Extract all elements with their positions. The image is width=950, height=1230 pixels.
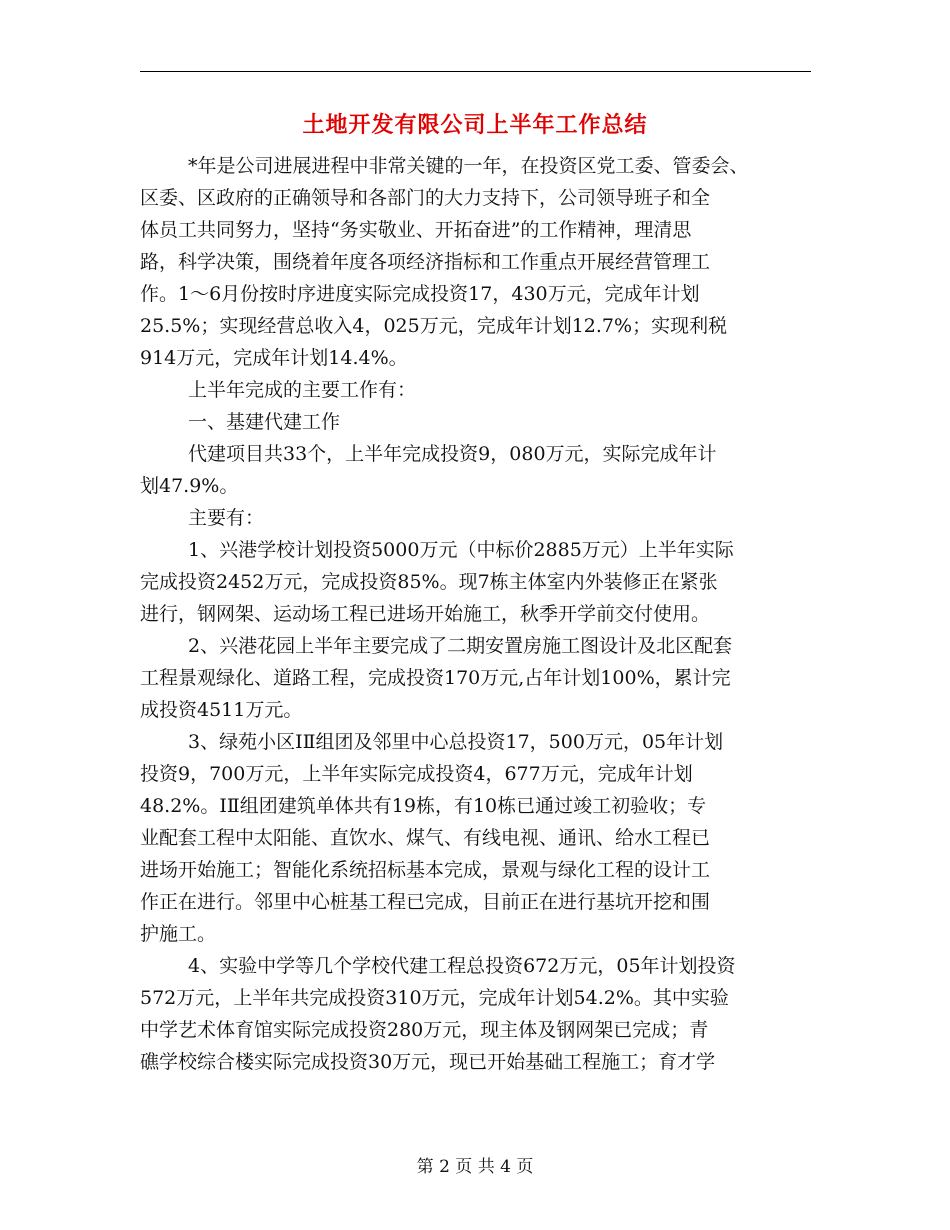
text-line: 一、基建代建工作 (188, 411, 341, 433)
text-line: 工程景观绿化、道路工程，完成投资170万元,占年计划100%，累计完 (140, 667, 731, 689)
text-line: 1、兴港学校计划投资5000万元（中标价2885万元）上半年实际 (188, 539, 734, 561)
text-line: 完成投资2452万元，完成投资85%。现7栋主体室内外装修正在紧张 (140, 571, 718, 593)
text-line: 4、实验中学等几个学校代建工程总投资672万元，05年计划投资 (188, 955, 736, 977)
text-line: 划47.9%。 (140, 475, 239, 497)
text-line: 25.5%；实现经营总收入4，025万元，完成年计划12.7%；实现利税 (140, 315, 728, 337)
text-line: 主要有： (188, 507, 265, 529)
text-line: 礁学校综合楼实际完成投资30万元，现已开始基础工程施工；育才学 (140, 1051, 716, 1073)
document-title: 土地开发有限公司上半年工作总结 (302, 113, 648, 138)
text-line: *年是公司进展进程中非常关键的一年，在投资区党工委、管委会、 (188, 155, 749, 177)
text-line: 中学艺术体育馆实际完成投资280万元，现主体及钢网架已完成；青 (140, 1019, 709, 1041)
text-line: 2、兴港花园上半年主要完成了二期安置房施工图设计及北区配套 (188, 635, 733, 657)
text-line: 成投资4511万元。 (140, 699, 303, 721)
text-line: 代建项目共33个，上半年完成投资9，080万元，实际完成年计 (188, 443, 717, 465)
document-body (140, 150, 830, 1078)
text-line: 护施工。 (140, 923, 217, 945)
text-line: 路，科学决策，围绕着年度各项经济指标和工作重点开展经营管理工 (140, 251, 711, 273)
header-rule (140, 71, 811, 72)
text-line: 业配套工程中太阳能、直饮水、煤气、有线电视、通讯、给水工程已 (140, 827, 711, 849)
text-line: 572万元，上半年共完成投资310万元，完成年计划54.2%。其中实验 (140, 987, 729, 1009)
text-line: 进场开始施工；智能化系统招标基本完成，景观与绿化工程的设计工 (140, 859, 711, 881)
text-line: 区委、区政府的正确领导和各部门的大力支持下，公司领导班子和全 (140, 187, 711, 209)
text-line: 上半年完成的主要工作有： (188, 379, 417, 401)
text-line: 914万元，完成年计划14.4%。 (140, 347, 408, 369)
text-line: 进行，钢网架、运动场工程已进场开始施工，秋季开学前交付使用。 (140, 603, 711, 625)
text-line: 体员工共同努力，坚持“务实敬业、开拓奋进”的工作精神，理清思 (140, 219, 692, 241)
text-line: 3、绿苑小区ⅠⅡ组团及邻里中心总投资17，500万元，05年计划 (188, 731, 724, 753)
text-line: 作正在进行。邻里中心桩基工程已完成，目前正在进行基坑开挖和围 (140, 891, 711, 913)
text-line: 作。1～6月份按时序进度实际完成投资17，430万元，完成年计划 (140, 283, 700, 305)
page-number: 第 2 页 共 4 页 (416, 1157, 534, 1177)
text-line: 投资9，700万元，上半年实际完成投资4，677万元，完成年计划 (140, 763, 693, 785)
text-line: 48.2%。ⅠⅡ组团建筑单体共有19栋，有10栋已通过竣工初验收；专 (140, 795, 707, 817)
